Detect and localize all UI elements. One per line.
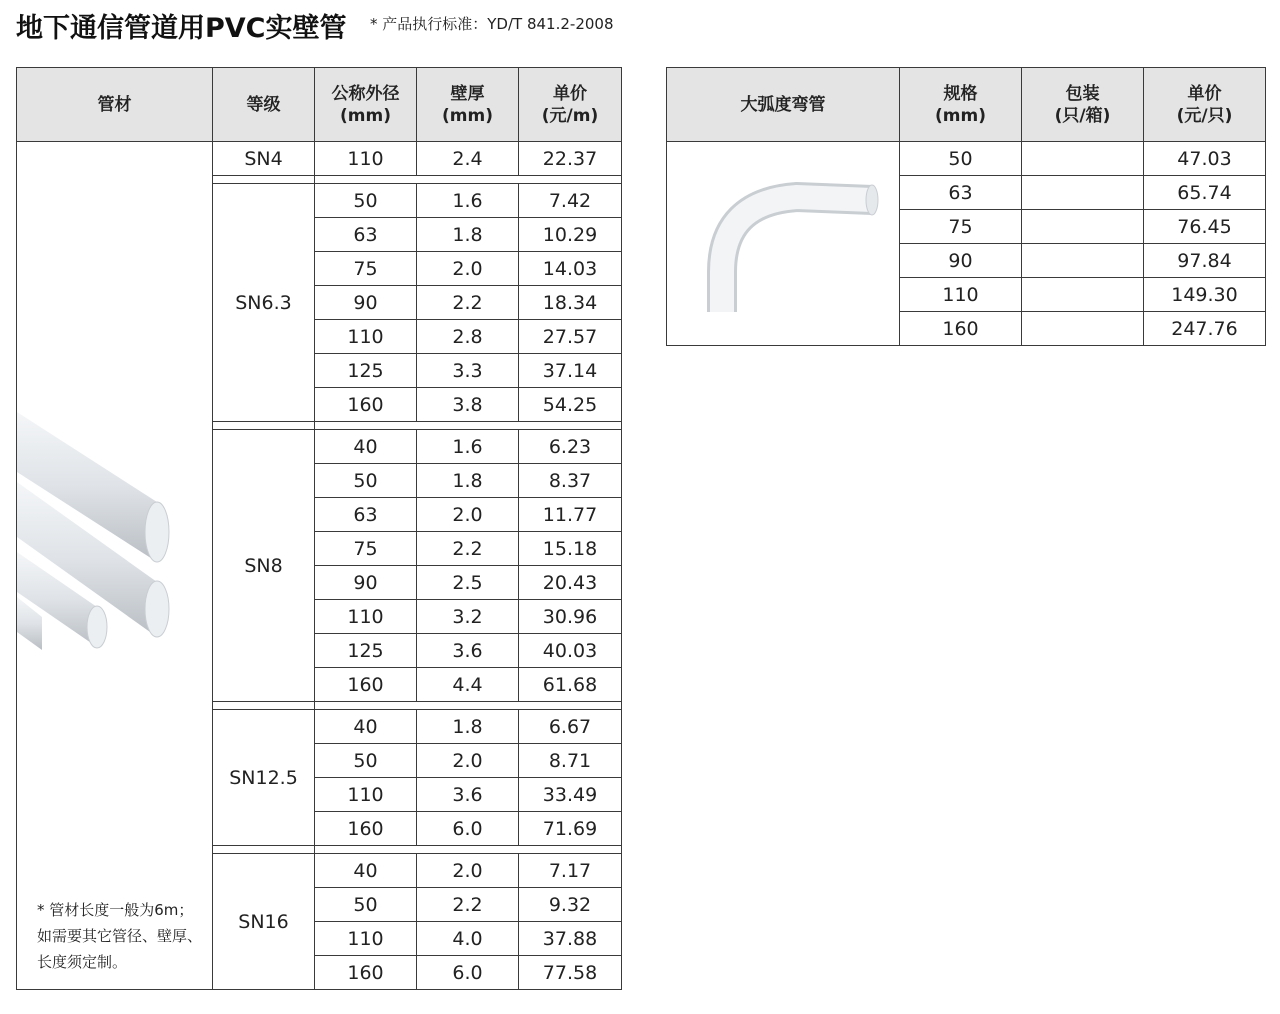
wall-thickness-cell: 1.8 xyxy=(417,218,519,252)
wall-thickness-cell: 3.2 xyxy=(417,600,519,634)
gap-cell xyxy=(315,176,622,184)
unit-price-cell: 54.25 xyxy=(519,388,622,422)
outer-diameter-cell: 50 xyxy=(315,888,417,922)
outer-diameter-cell: 125 xyxy=(315,354,417,388)
wall-thickness-cell: 1.8 xyxy=(417,710,519,744)
bend-price-table xyxy=(666,67,1266,346)
unit-price-cell: 8.71 xyxy=(519,744,622,778)
wall-thickness-cell: 2.5 xyxy=(417,566,519,600)
standard-note: * 产品执行标准：YD/T 841.2-2008 xyxy=(370,15,614,33)
grade-cell: SN8 xyxy=(213,430,315,702)
outer-diameter-cell: 110 xyxy=(315,142,417,176)
unit-price-cell: 11.77 xyxy=(519,498,622,532)
spec-cell: 63 xyxy=(900,176,1022,210)
outer-diameter-cell: 63 xyxy=(315,498,417,532)
bend-price-cell: 247.76 xyxy=(1144,312,1266,346)
outer-diameter-cell: 40 xyxy=(315,854,417,888)
packing-cell xyxy=(1022,210,1144,244)
unit-price-cell: 61.68 xyxy=(519,668,622,702)
packing-cell xyxy=(1022,312,1144,346)
outer-diameter-cell: 50 xyxy=(315,184,417,218)
unit-price-cell: 15.18 xyxy=(519,532,622,566)
outer-diameter-cell: 110 xyxy=(315,320,417,354)
header-outer-diameter: 公称外径 (mm) xyxy=(315,68,417,142)
unit-price-cell: 14.03 xyxy=(519,252,622,286)
packing-cell xyxy=(1022,142,1144,176)
unit-price-cell: 7.42 xyxy=(519,184,622,218)
header-spec: 规格 (mm) xyxy=(900,68,1022,142)
unit-price-cell: 9.32 xyxy=(519,888,622,922)
pvc-pipe-image xyxy=(17,412,177,662)
outer-diameter-cell: 75 xyxy=(315,532,417,566)
header-wall-thickness: 壁厚 (mm) xyxy=(417,68,519,142)
wall-thickness-cell: 6.0 xyxy=(417,956,519,990)
wall-thickness-cell: 4.0 xyxy=(417,922,519,956)
spec-cell: 75 xyxy=(900,210,1022,244)
bend-pipe-image xyxy=(687,162,887,332)
wall-thickness-cell: 1.6 xyxy=(417,184,519,218)
grade-cell: SN6.3 xyxy=(213,184,315,422)
bend-price-cell: 76.45 xyxy=(1144,210,1266,244)
header-material: 管材 xyxy=(17,68,213,142)
outer-diameter-cell: 50 xyxy=(315,464,417,498)
packing-cell xyxy=(1022,176,1144,210)
header-grade: 等级 xyxy=(213,68,315,142)
outer-diameter-cell: 75 xyxy=(315,252,417,286)
outer-diameter-cell: 40 xyxy=(315,710,417,744)
header-packing: 包装 (只/箱) xyxy=(1022,68,1144,142)
note-line: 长度须定制。 xyxy=(37,953,128,971)
gap-grade-cell xyxy=(213,176,315,184)
note-line: 如需要其它管径、壁厚、 xyxy=(37,927,203,945)
unit-price-cell: 8.37 xyxy=(519,464,622,498)
wall-thickness-cell: 4.4 xyxy=(417,668,519,702)
wall-thickness-cell: 2.0 xyxy=(417,252,519,286)
outer-diameter-cell: 110 xyxy=(315,922,417,956)
table-row xyxy=(667,142,1266,176)
wall-thickness-cell: 6.0 xyxy=(417,812,519,846)
bend-price-cell: 47.03 xyxy=(1144,142,1266,176)
wall-thickness-cell: 2.8 xyxy=(417,320,519,354)
unit-price-cell: 6.67 xyxy=(519,710,622,744)
spec-cell: 160 xyxy=(900,312,1022,346)
spec-cell: 50 xyxy=(900,142,1022,176)
unit-price-cell: 27.57 xyxy=(519,320,622,354)
header-unit-price: 单价 (元/m) xyxy=(519,68,622,142)
wall-thickness-cell: 3.8 xyxy=(417,388,519,422)
unit-price-cell: 77.58 xyxy=(519,956,622,990)
unit-price-cell: 30.96 xyxy=(519,600,622,634)
bend-image-cell xyxy=(667,142,900,346)
outer-diameter-cell: 125 xyxy=(315,634,417,668)
grade-cell: SN16 xyxy=(213,854,315,990)
unit-price-cell: 6.23 xyxy=(519,430,622,464)
wall-thickness-cell: 2.4 xyxy=(417,142,519,176)
spec-cell: 90 xyxy=(900,244,1022,278)
unit-price-cell: 37.14 xyxy=(519,354,622,388)
wall-thickness-cell: 2.2 xyxy=(417,286,519,320)
page-title: 地下通信管道用PVC实壁管 xyxy=(16,13,347,44)
outer-diameter-cell: 160 xyxy=(315,956,417,990)
spec-cell: 110 xyxy=(900,278,1022,312)
wall-thickness-cell: 3.3 xyxy=(417,354,519,388)
wall-thickness-cell: 2.0 xyxy=(417,498,519,532)
wall-thickness-cell: 1.8 xyxy=(417,464,519,498)
unit-price-cell: 22.37 xyxy=(519,142,622,176)
material-cell xyxy=(17,142,213,990)
packing-cell xyxy=(1022,278,1144,312)
wall-thickness-cell: 3.6 xyxy=(417,634,519,668)
outer-diameter-cell: 160 xyxy=(315,668,417,702)
header-bend-name: 大弧度弯管 xyxy=(667,68,900,142)
outer-diameter-cell: 90 xyxy=(315,286,417,320)
unit-price-cell: 10.29 xyxy=(519,218,622,252)
unit-price-cell: 33.49 xyxy=(519,778,622,812)
gap-cell xyxy=(315,702,622,710)
outer-diameter-cell: 110 xyxy=(315,600,417,634)
gap-cell xyxy=(315,422,622,430)
wall-thickness-cell: 2.2 xyxy=(417,532,519,566)
wall-thickness-cell: 2.2 xyxy=(417,888,519,922)
wall-thickness-cell: 1.6 xyxy=(417,430,519,464)
wall-thickness-cell: 2.0 xyxy=(417,744,519,778)
wall-thickness-cell: 2.0 xyxy=(417,854,519,888)
wall-thickness-cell: 3.6 xyxy=(417,778,519,812)
outer-diameter-cell: 90 xyxy=(315,566,417,600)
bend-price-cell: 97.84 xyxy=(1144,244,1266,278)
gap-cell xyxy=(315,846,622,854)
gap-grade-cell xyxy=(213,702,315,710)
grade-cell: SN4 xyxy=(213,142,315,176)
gap-grade-cell xyxy=(213,422,315,430)
pipe-price-table xyxy=(16,67,622,990)
outer-diameter-cell: 50 xyxy=(315,744,417,778)
length-note xyxy=(37,897,202,975)
outer-diameter-cell: 160 xyxy=(315,388,417,422)
unit-price-cell: 18.34 xyxy=(519,286,622,320)
unit-price-cell: 20.43 xyxy=(519,566,622,600)
outer-diameter-cell: 160 xyxy=(315,812,417,846)
note-line: * 管材长度一般为6m； xyxy=(37,901,194,919)
outer-diameter-cell: 63 xyxy=(315,218,417,252)
unit-price-cell: 40.03 xyxy=(519,634,622,668)
outer-diameter-cell: 40 xyxy=(315,430,417,464)
grade-cell: SN12.5 xyxy=(213,710,315,846)
header-bend-price: 单价 (元/只) xyxy=(1144,68,1266,142)
packing-cell xyxy=(1022,244,1144,278)
unit-price-cell: 37.88 xyxy=(519,922,622,956)
bend-price-cell: 65.74 xyxy=(1144,176,1266,210)
unit-price-cell: 71.69 xyxy=(519,812,622,846)
unit-price-cell: 7.17 xyxy=(519,854,622,888)
gap-grade-cell xyxy=(213,846,315,854)
bend-price-cell: 149.30 xyxy=(1144,278,1266,312)
outer-diameter-cell: 110 xyxy=(315,778,417,812)
table-row xyxy=(17,142,622,176)
